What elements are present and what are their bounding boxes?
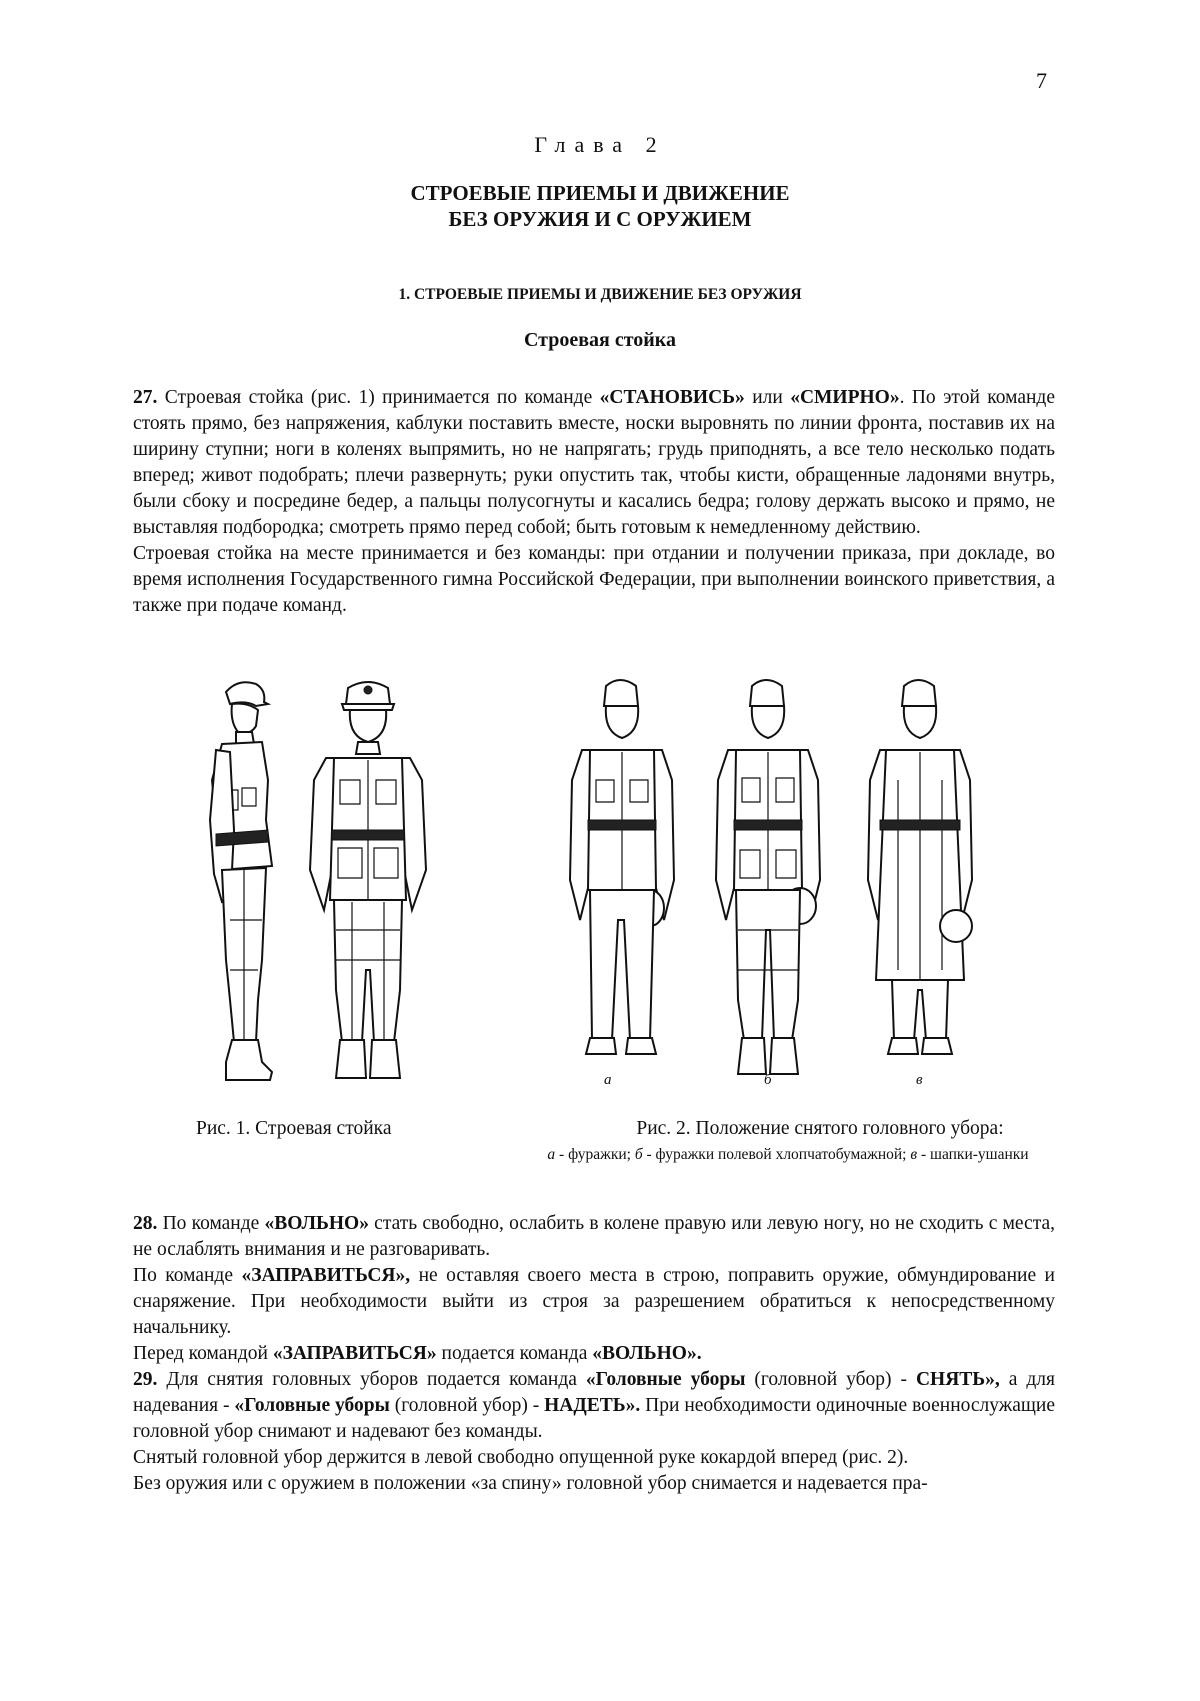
chapter-heading: Глава 2	[534, 132, 666, 157]
figure-1-caption: Рис. 1. Строевая стойка	[196, 1118, 392, 1139]
chapter-title	[0, 180, 1200, 232]
subcaption-text: - шапки-ушанки	[917, 1146, 1029, 1163]
paragraph-28	[133, 1211, 1055, 1263]
command-text: «Головные уборы	[585, 1369, 746, 1390]
command-text: «СМИРНО»	[790, 387, 900, 408]
figures-area	[0, 670, 1200, 1100]
paragraph-text: (головной убор) -	[745, 1369, 916, 1390]
soldier-b-field-cap	[716, 680, 820, 1088]
command-text: «СТАНОВИСЬ»	[599, 387, 745, 408]
paragraph-27	[133, 385, 1055, 541]
paragraph-29	[133, 1367, 1055, 1445]
paragraph-text: подается команда	[436, 1343, 593, 1364]
figure-1-illustration	[186, 670, 436, 1090]
command-text: «ВОЛЬНО».	[592, 1343, 702, 1364]
subcaption-letter: а	[547, 1146, 556, 1163]
figure-2-subcaption	[508, 1144, 1068, 1165]
soldier-a-service-cap	[570, 680, 674, 1088]
command-text: «Головные уборы	[234, 1395, 390, 1416]
subsection-heading: Строевая стойка	[523, 329, 677, 351]
paragraph-text: Для снятия головных уборов подается команда	[157, 1369, 586, 1390]
paragraph-number: 28.	[133, 1213, 158, 1234]
command-text: «ЗАПРАВИТЬСЯ»	[272, 1343, 437, 1364]
paragraph-text: (головной убор) -	[389, 1395, 545, 1416]
paragraph-29-last-line: Без оружия или с оружием в положении «за спину» головной убор снимается и надевается пра-	[133, 1473, 928, 1494]
paragraph-28-note	[133, 1341, 1055, 1367]
paragraph-28-continued	[133, 1263, 1055, 1341]
paragraph-text: . По этой команде стоять прямо, без напряжения, каблуки поставить вместе, носки выровнять по линии фронта, поставив их на ширину ступни; ноги в коленях выпрямить, но не напрягать; грудь приподнять, а все тело несколько подать вперед; живот подобрать; плечи развернуть; руки опустить так, чтобы кисти, обращенные ладонями внутрь, были сбоку и посредине бедер, а пальцы полусогнуты и касались бедра; голову держать высоко и прямо, не выставляя подбородка; смотреть прямо перед собой; быть готовым к немедленному действию.	[133, 387, 1056, 538]
page-number: 7	[1036, 68, 1047, 93]
figure-2-caption: Рис. 2. Положение снятого головного убора:	[636, 1118, 1004, 1139]
paragraph-number: 29.	[133, 1369, 158, 1390]
subcaption-text: - фуражки полевой хлопчатобумажной;	[642, 1146, 911, 1163]
soldier-c-fur-hat	[868, 680, 972, 1088]
subcaption-letter: б	[634, 1146, 643, 1163]
figure-2-label-a: а	[604, 1072, 612, 1088]
figure-2-label-b: б	[764, 1072, 772, 1088]
paragraph-text: Перед командой	[133, 1343, 273, 1364]
command-text: НАДЕТЬ».	[544, 1395, 641, 1416]
subcaption-letter: в	[910, 1146, 918, 1163]
command-text: «ЗАПРАВИТЬСЯ»,	[241, 1265, 411, 1286]
paragraph-text: По команде	[157, 1213, 265, 1234]
soldier-side-view	[210, 682, 272, 1080]
command-text: «ВОЛЬНО»	[264, 1213, 369, 1234]
paragraph-text: или	[744, 387, 791, 408]
paragraph-text: а для надевания -	[133, 1369, 1055, 1416]
soldier-front-view	[310, 682, 426, 1078]
paragraph-29-continued: Снятый головной убор держится в левой свободно опущенной руке кокардой вперед (рис. 2).	[133, 1447, 909, 1468]
text-block-2	[133, 1211, 1055, 1497]
paragraph-number: 27.	[133, 387, 158, 408]
subcaption-text: - фуражки;	[555, 1146, 635, 1163]
figure-2-illustration	[568, 670, 998, 1090]
paragraph-text: Строевая стойка (рис. 1) принимается по команде	[157, 387, 600, 408]
paragraph-text: По команде	[133, 1265, 242, 1286]
section-heading: 1. СТРОЕВЫЕ ПРИЕМЫ И ДВИЖЕНИЕ БЕЗ ОРУЖИЯ	[398, 286, 802, 303]
command-text: СНЯТЬ»,	[915, 1369, 1000, 1390]
figure-2-label-v: в	[916, 1072, 923, 1088]
chapter-title-line-2: БЕЗ ОРУЖИЯ И С ОРУЖИЕМ	[448, 207, 752, 231]
paragraph-text: стать свободно, ослабить в колене правую или левую ногу, но не сходить с места, не ослаблять внимания и не разговаривать.	[133, 1213, 1055, 1260]
paragraph-text: При необходимости одиночные военнослужащие головной убор снимают и надевают без команды.	[133, 1395, 1056, 1442]
chapter-title-line-1: СТРОЕВЫЕ ПРИЕМЫ И ДВИЖЕНИЕ	[410, 181, 790, 205]
paragraph-text: не оставляя своего места в строю, поправить оружие, обмундирование и снаряжение. При необходимости выйти из строя за разрешением обратиться к непосредственному начальнику.	[133, 1265, 1055, 1338]
paragraph-27-continued: Строевая стойка на месте принимается и без команды: при отдании и получении приказа, при докладе, во время исполнения Государственного гимна Российской Федерации, при выполнении воинского приветствия, а также при подаче команд.	[133, 543, 1055, 616]
text-block-1	[133, 385, 1055, 619]
